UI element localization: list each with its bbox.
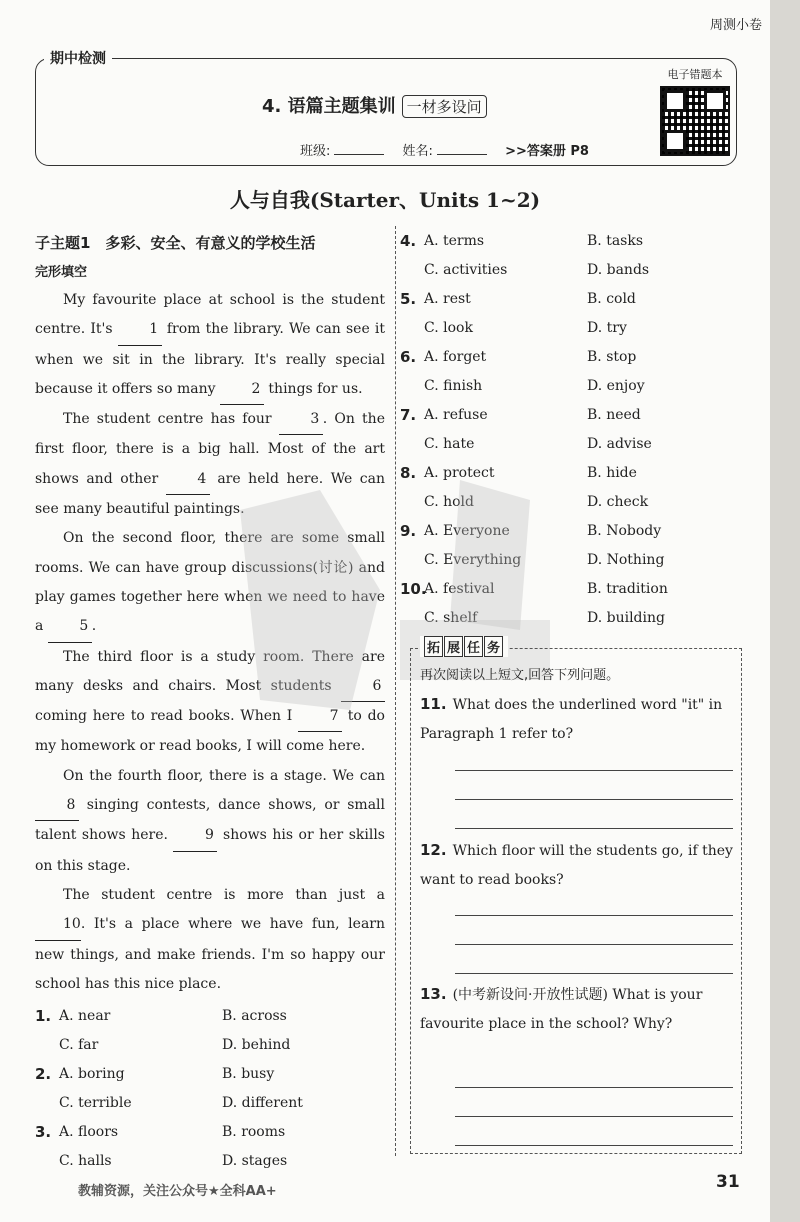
- lesson-tag: 一材多设问: [402, 95, 487, 118]
- option-row: [400, 400, 740, 429]
- passage-text: from the library. We can see it when we sit in the library. It's really special because it offers so many: [35, 321, 385, 397]
- option-row: [400, 516, 740, 545]
- option-number: 2.: [35, 1064, 52, 1083]
- option-choice[interactable]: A. Everyone: [424, 522, 510, 539]
- option-choice[interactable]: D. stages: [222, 1152, 288, 1169]
- option-row: [35, 1117, 385, 1146]
- option-choice[interactable]: D. advise: [587, 435, 652, 452]
- info-row: [300, 140, 589, 159]
- task-intro: 再次阅读以上短文,回答下列问题。: [420, 668, 620, 683]
- section-title: 期中检测: [44, 48, 112, 68]
- option-choice[interactable]: D. bands: [587, 261, 650, 278]
- option-row: [400, 226, 740, 255]
- option-choice[interactable]: B. rooms: [222, 1123, 286, 1140]
- option-row: [400, 574, 740, 603]
- option-choice[interactable]: C. Everything: [424, 551, 522, 568]
- option-row: [400, 313, 740, 342]
- passage-text: shows his or her skills on this stage.: [35, 827, 385, 874]
- cloze-blank[interactable]: 9: [173, 821, 217, 851]
- left-column: [35, 232, 385, 1175]
- answer-ref: >>答案册 P8: [505, 144, 589, 159]
- option-row: [400, 284, 740, 313]
- passage-paragraph: [35, 762, 385, 881]
- option-choice[interactable]: C. hold: [424, 493, 474, 510]
- answer-line[interactable]: [455, 828, 733, 829]
- option-number: 6.: [400, 347, 417, 366]
- passage-paragraph: [35, 286, 385, 405]
- options-right: [400, 226, 740, 632]
- option-choice[interactable]: A. rest: [424, 290, 471, 307]
- option-row: [400, 458, 740, 487]
- cloze-blank[interactable]: 3: [279, 405, 323, 435]
- task-char: 任: [464, 636, 483, 657]
- answer-line[interactable]: [455, 1145, 733, 1146]
- answer-line[interactable]: [455, 973, 733, 974]
- option-row: [400, 487, 740, 516]
- passage: [35, 286, 385, 999]
- option-choice[interactable]: D. try: [587, 319, 627, 336]
- passage-text: . On the first floor, there is a big hall. Most of the art shows and other: [35, 411, 385, 487]
- option-number: 10.: [400, 579, 427, 598]
- name-field[interactable]: [437, 154, 487, 155]
- header-dash-line: [125, 58, 645, 59]
- option-choice[interactable]: C. hate: [424, 435, 475, 452]
- options-left: [35, 1001, 385, 1175]
- option-choice[interactable]: A. near: [59, 1007, 111, 1024]
- qr-corner: [664, 90, 686, 112]
- footer-note: 教辅资源，关注公众号★全科AA+: [78, 1184, 277, 1199]
- option-choice[interactable]: C. halls: [59, 1152, 112, 1169]
- qr-corner: [664, 130, 686, 152]
- option-choice[interactable]: A. festival: [424, 580, 495, 597]
- passage-text: are held here. We can see many beautiful paintings.: [35, 470, 385, 518]
- cloze-blank[interactable]: 1: [118, 315, 162, 345]
- option-row: [400, 429, 740, 458]
- passage-text: On the second floor, there are some small rooms. We can have group discussions(讨论) and play games together here when we need to have a: [35, 530, 385, 635]
- option-choice[interactable]: A. floors: [59, 1123, 119, 1140]
- passage-text: .: [91, 618, 97, 635]
- lesson-title-text: 4. 语篇主题集训: [262, 96, 396, 117]
- question-number: 13.: [420, 985, 447, 1003]
- answer-line[interactable]: [455, 799, 733, 800]
- option-choice[interactable]: B. stop: [587, 348, 637, 365]
- subtask-title: 完形填空: [35, 265, 88, 280]
- column-divider: [395, 226, 396, 1156]
- option-choice[interactable]: D. behind: [222, 1036, 291, 1053]
- question-number: 12.: [420, 841, 447, 859]
- option-row: [35, 1001, 385, 1030]
- question-text: (中考新设问·开放性试题) What is your favourite place in the school? Why?: [420, 987, 703, 1032]
- option-choice[interactable]: A. boring: [59, 1065, 125, 1082]
- option-row: [400, 255, 740, 284]
- qr-label: 电子错题本: [667, 68, 723, 81]
- cloze-blank[interactable]: 5: [48, 612, 92, 642]
- option-choice[interactable]: B. tradition: [587, 580, 668, 597]
- option-choice[interactable]: D. check: [587, 493, 649, 510]
- passage-text: The third floor is a study room. There are many desks and chairs. Most students: [35, 648, 385, 694]
- name-label: 姓名:: [402, 144, 433, 159]
- cloze-blank[interactable]: 2: [220, 375, 264, 405]
- option-choice[interactable]: B. tasks: [587, 232, 644, 249]
- option-row: [400, 342, 740, 371]
- question-13: [420, 980, 734, 1039]
- option-number: 7.: [400, 405, 417, 424]
- question-12: [420, 836, 734, 895]
- class-field[interactable]: [334, 154, 384, 155]
- option-choice[interactable]: B. hide: [587, 464, 637, 481]
- option-choice[interactable]: A. forget: [424, 348, 487, 365]
- class-label: 班级:: [300, 144, 331, 159]
- passage-text: singing contests, dance shows, or small talent shows here.: [35, 797, 385, 844]
- task-char: 务: [484, 636, 503, 657]
- option-choice[interactable]: C. activities: [424, 261, 508, 278]
- lesson-title: [262, 92, 487, 118]
- passage-text: The student centre is more than just a: [63, 886, 385, 903]
- option-choice[interactable]: B. across: [222, 1007, 287, 1024]
- task-heading: [420, 636, 508, 657]
- passage-paragraph: [35, 881, 385, 999]
- option-choice[interactable]: A. protect: [424, 464, 495, 481]
- cloze-blank[interactable]: 8: [35, 791, 79, 821]
- option-choice[interactable]: B. Nobody: [587, 522, 662, 539]
- passage-text: The student centre has four: [63, 411, 279, 428]
- option-choice[interactable]: B. need: [587, 406, 641, 423]
- option-choice[interactable]: D. different: [222, 1094, 303, 1111]
- passage-text: My favourite place at school is the student centre. It's: [35, 292, 385, 338]
- passage-text: coming here to read books. When I: [35, 708, 299, 725]
- answer-line[interactable]: [455, 1087, 733, 1088]
- option-choice[interactable]: D. building: [587, 609, 665, 626]
- option-row: [400, 371, 740, 400]
- option-row: [35, 1146, 385, 1175]
- option-choice[interactable]: C. far: [59, 1036, 99, 1053]
- option-number: 3.: [35, 1122, 52, 1141]
- option-number: 5.: [400, 289, 417, 308]
- question-text: What does the underlined word "it" in Paragraph 1 refer to?: [420, 697, 723, 742]
- qr-code-icon[interactable]: [660, 86, 730, 156]
- answer-line[interactable]: [455, 770, 733, 771]
- passage-paragraph: [35, 643, 385, 762]
- passage-text: . It's a place where we have fun, learn new things, and make friends. I'm so happy our school has this nice place.: [35, 916, 385, 992]
- answer-line[interactable]: [455, 1116, 733, 1117]
- cloze-blank[interactable]: 10: [35, 910, 81, 940]
- option-choice[interactable]: B. busy: [222, 1065, 275, 1082]
- question-11: [420, 690, 734, 749]
- top-label: 周测小卷: [709, 18, 762, 33]
- option-row: [35, 1059, 385, 1088]
- option-row: [35, 1030, 385, 1059]
- subtheme-title: 子主题1 多彩、安全、有意义的学校生活: [35, 234, 316, 252]
- option-choice[interactable]: C. terrible: [59, 1094, 132, 1111]
- cloze-blank[interactable]: 7: [298, 702, 342, 732]
- passage-paragraph: [35, 405, 385, 524]
- passage-text: things for us.: [263, 380, 363, 397]
- option-choice[interactable]: C. shelf: [424, 609, 478, 626]
- question-number: 11.: [420, 695, 447, 713]
- passage-text: On the fourth floor, there is a stage. We can: [63, 767, 385, 784]
- option-choice[interactable]: D. enjoy: [587, 377, 645, 394]
- cloze-blank[interactable]: 4: [166, 465, 210, 495]
- option-row: [35, 1088, 385, 1117]
- qr-corner: [704, 90, 726, 112]
- option-number: 8.: [400, 463, 417, 482]
- main-title: 人与自我(Starter、Units 1~2): [229, 188, 541, 212]
- cloze-blank[interactable]: 6: [341, 672, 385, 702]
- option-choice[interactable]: A. terms: [424, 232, 485, 249]
- task-char: 展: [444, 636, 463, 657]
- page-number: 31: [716, 1172, 740, 1192]
- option-number: 1.: [35, 1006, 52, 1025]
- right-column: [400, 226, 740, 632]
- option-choice[interactable]: C. look: [424, 319, 473, 336]
- option-choice[interactable]: B. cold: [587, 290, 636, 307]
- option-choice[interactable]: D. Nothing: [587, 551, 665, 568]
- option-row: [400, 603, 740, 632]
- question-text: Which floor will the students go, if they want to read books?: [420, 843, 733, 888]
- option-number: 9.: [400, 521, 417, 540]
- passage-text: to do my homework or read books, I will come here.: [35, 708, 385, 755]
- option-choice[interactable]: A. refuse: [424, 406, 488, 423]
- answer-line[interactable]: [455, 915, 733, 916]
- option-row: [400, 545, 740, 574]
- option-number: 4.: [400, 231, 417, 250]
- task-char: 拓: [424, 636, 443, 657]
- option-choice[interactable]: C. finish: [424, 377, 483, 394]
- page-edge: [770, 0, 800, 1222]
- passage-paragraph: [35, 524, 385, 642]
- qr-block[interactable]: [656, 66, 734, 156]
- answer-line[interactable]: [455, 944, 733, 945]
